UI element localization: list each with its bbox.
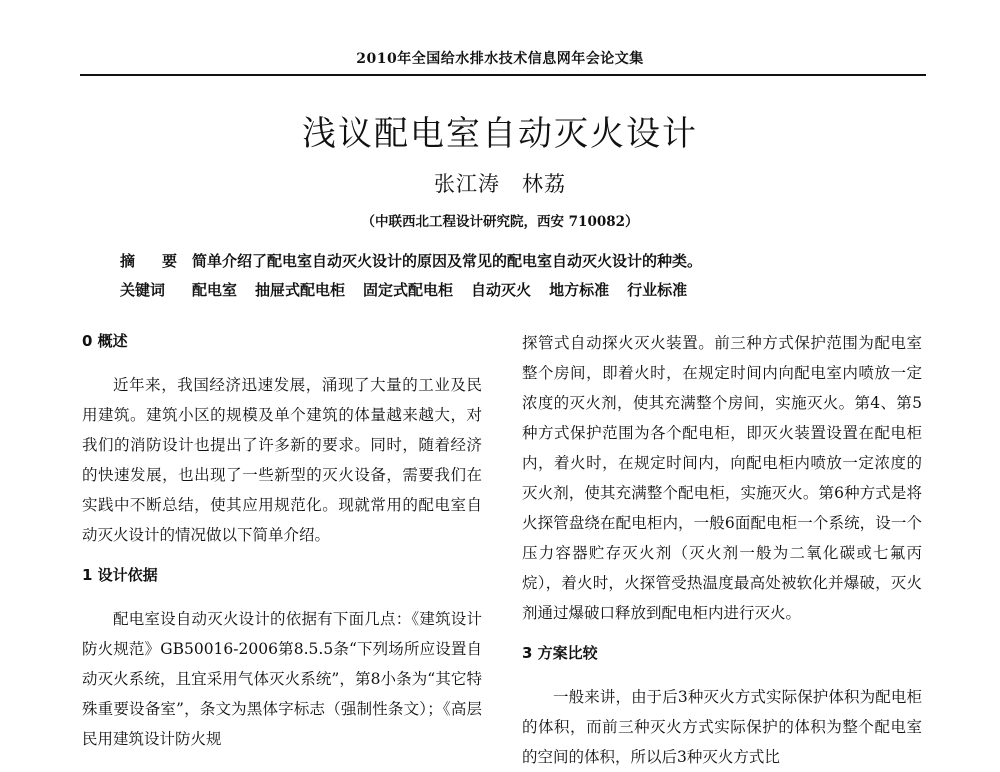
header-rule	[80, 74, 926, 76]
paper-title: 浅议配电室自动灭火设计	[302, 114, 698, 154]
section-heading: 1 设计依据	[82, 566, 158, 584]
keywords-label: 关键词	[120, 281, 166, 299]
authors	[0, 168, 1000, 198]
body-paragraph: 近年来，我国经济迅速发展，涌现了大量的工业及民用建筑。建筑小区的规模及单个建筑的体量越来越大，对我们的消防设计也提出了许多新的要求。同时，随着经济的快速发展，也出现了一些新型的灭火设备，需要我们在实践中不断总结，使其应用规范化。现就常用的配电室自动灭火设计的情况做以下简单介绍。	[82, 376, 482, 544]
body-paragraph: 一般来讲，由于后3种灭火方式实际保护体积为配电柜的体积，而前三种灭火方式实际保护的体积为整个配电室的空间的体积，所以后3种灭火方式比	[522, 688, 922, 766]
body-paragraph: 探管式自动探火灭火装置。前三种方式保护范围为配电室整个房间，即着火时，在规定时间内向配电室内喷放一定浓度的灭火剂，使其充满整个房间，实施灭火。第4、第5种方式保护范围为各个配电柜，即灭火装置设置在配电柜内，着火时，在规定时间内，向配电柜内喷放一定浓度的灭火剂，使其充满整个配电柜，实施灭火。第6种方式是将火探管盘绕在配电柜内，一般6面配电柜一个系统，设一个压力容器贮存灭火剂（灭火剂一般为二氧化碳或七氟丙烷），着火时，火探管受热温度最高处被软化并爆破，灭火剂通过爆破口释放到配电柜内进行灭火。	[522, 334, 922, 622]
keyword: 固定式配电柜	[363, 281, 454, 299]
section-heading: 3 方案比较	[522, 644, 598, 662]
section-heading: 0 概述	[82, 332, 128, 350]
keyword: 抽屉式配电柜	[255, 281, 346, 299]
keyword: 行业标准	[627, 281, 688, 299]
running-header: 2010年全国给水排水技术信息网年会论文集	[356, 51, 644, 67]
affiliation: （中联西北工程设计研究院，西安 710082）	[361, 214, 639, 230]
abstract-label: 摘 要	[120, 252, 184, 270]
right-column	[522, 328, 922, 772]
body-paragraph: 配电室设自动灭火设计的依据有下面几点：《建筑设计防火规范》GB50016-2006第8.5.5条“下列场所应设置自动灭火系统，且宜采用气体灭火系统”，第8小条为“其它特殊重要设备室”，条文为黑体字标志（强制性条文）；《高层民用建筑设计防火规	[82, 610, 482, 748]
abstract	[120, 250, 940, 271]
author-1: 张江涛	[434, 172, 500, 196]
left-column	[82, 328, 482, 754]
abstract-text: 简单介绍了配电室自动灭火设计的原因及常见的配电室自动灭火设计的种类。	[192, 252, 703, 270]
keyword: 自动灭火	[471, 281, 532, 299]
keyword: 配电室	[192, 281, 238, 299]
keyword: 地方标准	[549, 281, 610, 299]
keywords	[120, 279, 940, 300]
author-2: 林荔	[522, 172, 566, 196]
